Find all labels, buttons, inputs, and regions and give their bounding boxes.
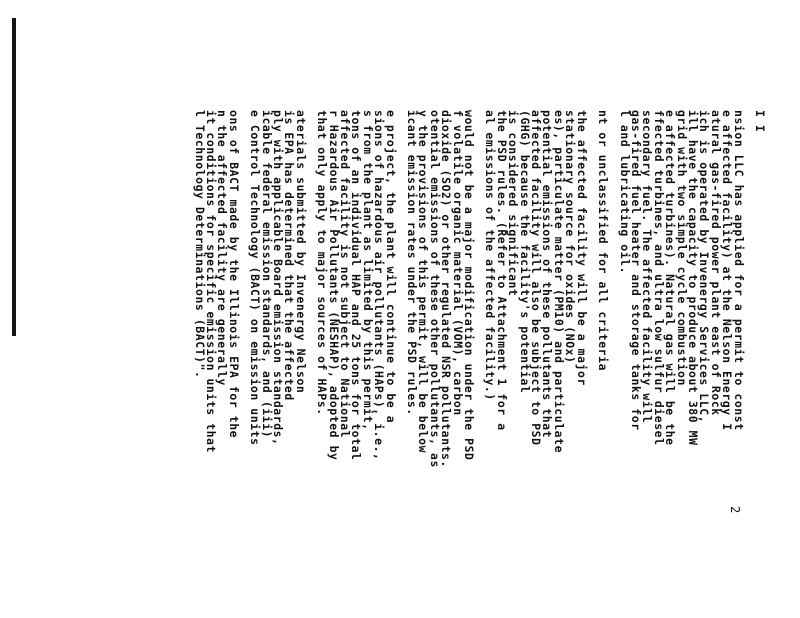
text-line: e affected facility) at the Nelson Energy I (720, 110, 735, 431)
text-line: is EPA has determined that the affected (282, 110, 297, 401)
text-line: f volatile organic material (VOM), carbon (450, 110, 465, 416)
paragraph-container (192, 110, 746, 590)
text-line: is considered significant (506, 110, 521, 297)
text-line: icant emission rates under the PSD rules. (405, 110, 420, 416)
page-number: 2 (728, 506, 742, 514)
heading-mark: I I (753, 110, 767, 133)
text-line: would not be a major modification under the PSD (462, 110, 477, 461)
text-line: sions of hazardous air pollutants (HAPs), i.e., (372, 110, 387, 461)
text-line: grid with two simple cycle combustion (674, 110, 689, 386)
text-line: e Control Technology (BACT) on emission units (248, 110, 263, 446)
text-line: al emissions of the affected facility.) (483, 110, 498, 401)
heading-mark-row (754, 110, 765, 590)
text-line: nsion LLC has applied for a permit to const (731, 110, 746, 431)
text-line: r Hazardous Air Pollutants (NESHAP), adopted by (326, 110, 341, 461)
text-line: s from the plant as limited by this permit, (360, 110, 375, 431)
text-line: otential emissions of these other pollutants, as (427, 110, 442, 468)
text-line: n the affected facility are generally (215, 110, 230, 386)
text-line: l Technology Determinations (BACT)". (192, 110, 207, 379)
text-line: the affected facility will be a major (574, 110, 589, 386)
text-line: e project, the plant will continue to be a (383, 110, 398, 424)
text-line: that only apply to major sources of HAPs. (315, 110, 330, 416)
text-line: icable federal emission standards, and (iii) (259, 110, 274, 439)
text-line: the PSD rules. (Refer to Attachment 1 for a (494, 110, 509, 431)
paragraph (249, 110, 306, 590)
paragraph (316, 110, 396, 590)
text-line: e affected turbines). Natural gas will be the (663, 110, 678, 446)
text-line: affected facility will also be subject to PSD (529, 110, 544, 446)
text-line: aterials submitted by Invenergy Nelson (293, 110, 308, 394)
text-line: l and lubricating oil. (617, 110, 632, 275)
paragraph (405, 110, 477, 590)
text-line: secondary fuel. The affected facility will (640, 110, 655, 424)
text-line: potential emissions of these pollutants that (540, 110, 555, 439)
text-line: it conditions for specific emission units that (203, 110, 218, 454)
text-line: (GHG) because the facility's potential (517, 110, 532, 394)
paragraph (193, 110, 239, 590)
paragraph (484, 110, 587, 590)
scan-margin-bar (12, 18, 16, 336)
text-line: stationary source for oxides (NOx) (563, 110, 578, 364)
text-line: y the provisions of this permit, will be below (416, 110, 431, 454)
text-line: ply with applicable Board emission standards, (270, 110, 285, 446)
text-line: ich is operated by Invenergy Services LLC, (697, 110, 712, 424)
text-line: ffected turbines, and ultra low sulfur diesel (651, 110, 666, 446)
paragraph (617, 110, 746, 590)
text-line: dioxide (SO2) or other regulated NSR pollutants. (439, 110, 454, 468)
text-line: es), particulate matter (PM10) and particulate (551, 110, 566, 454)
text-line: affected facility is not subject to National (338, 110, 352, 439)
text-line: ill have the capacity to produce about 380 MW (685, 110, 700, 446)
text-line: ons of BACT made by the Illinois EPA for the (226, 110, 241, 439)
rotated-document-body (183, 110, 765, 590)
text-line: gas-fired fuel heater and storage tanks for (628, 110, 643, 431)
text-line: tons of an individual HAP and 25 tons for total (349, 110, 364, 461)
text-line: nt or unclassified for all criteria (596, 110, 611, 372)
paragraph (596, 110, 611, 590)
text-line: atural gas-fired power plant east of Rock (708, 110, 723, 416)
